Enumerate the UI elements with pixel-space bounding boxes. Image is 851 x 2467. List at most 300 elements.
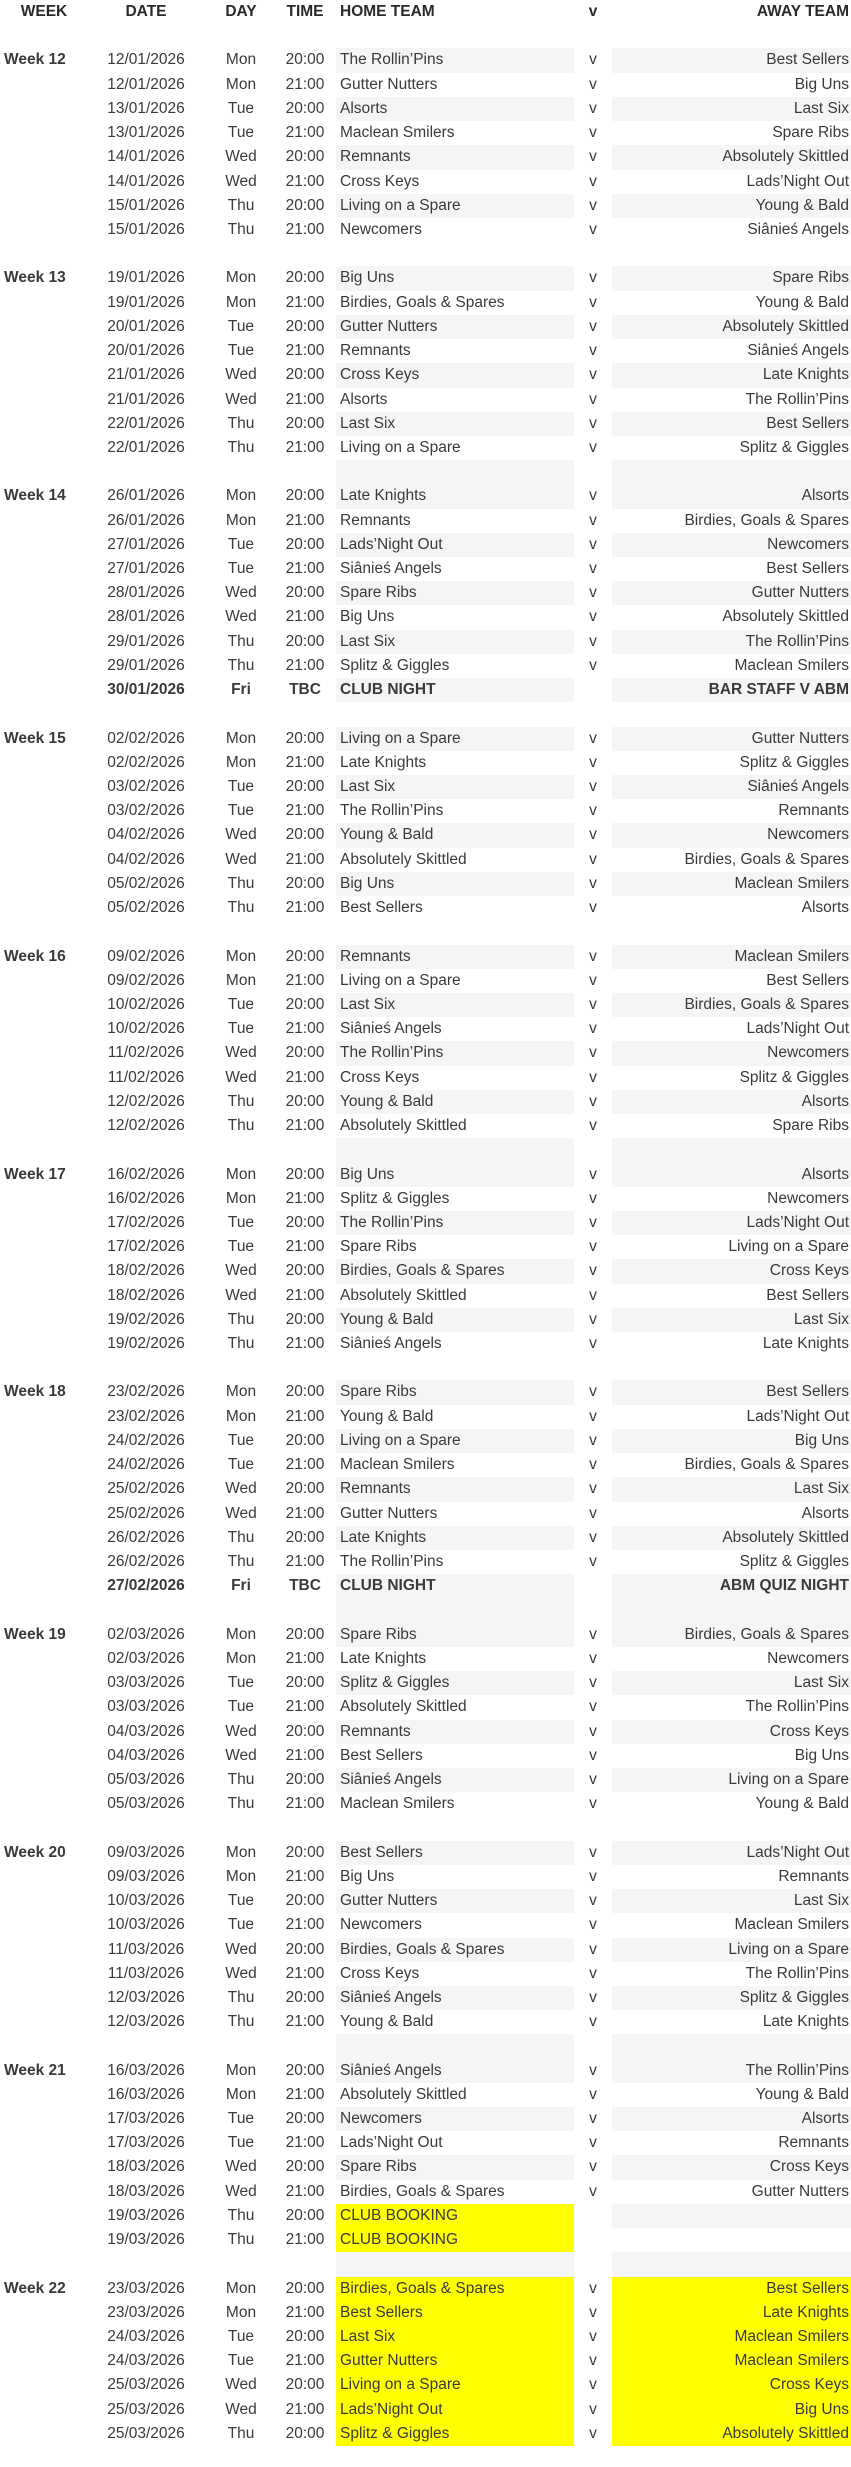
fixture-row	[0, 2277, 851, 2301]
week-label	[4, 2010, 89, 2034]
fixture-row	[0, 170, 851, 194]
versus: v	[589, 511, 597, 529]
week-label	[4, 1526, 89, 1550]
week-label	[4, 1187, 89, 1211]
fixture-day: Mon	[225, 511, 257, 529]
versus: v	[589, 366, 597, 384]
fixture-day: Mon	[225, 51, 257, 69]
home-team: Siânieś Angels	[336, 1768, 574, 1792]
fixture-date: 04/02/2026	[107, 826, 185, 844]
fixture-row	[0, 291, 851, 315]
fixture-date: 05/03/2026	[107, 1795, 185, 1813]
fixture-time: 21:00	[285, 1189, 325, 1207]
versus: v	[589, 269, 597, 287]
fixture-row	[0, 1671, 851, 1695]
fixture-time: 21:00	[285, 1964, 325, 1982]
fixture-row	[0, 1695, 851, 1719]
week-label	[4, 896, 89, 920]
week-label	[4, 969, 89, 993]
header-week: WEEK	[20, 3, 68, 20]
away-team: Remnants	[778, 1867, 849, 1885]
week-label	[4, 339, 89, 363]
week-label	[4, 2107, 89, 2131]
fixture-time: 21:00	[285, 2303, 325, 2321]
home-team: Living on a Spare	[336, 194, 574, 218]
fixture-day: Mon	[225, 729, 257, 747]
versus: v	[589, 1722, 597, 1740]
home-team: Splitz & Giggles	[340, 656, 450, 674]
fixture-date: 04/03/2026	[107, 1746, 185, 1764]
versus: v	[589, 99, 597, 117]
fixture-time: 20:00	[285, 632, 325, 650]
away-team: Cross Keys	[612, 1259, 851, 1283]
week-label	[4, 1574, 89, 1598]
fixture-day: Tue	[227, 1456, 255, 1474]
away-team: Birdies, Goals & Spares	[684, 1456, 849, 1474]
versus: v	[589, 1335, 597, 1353]
week-label	[4, 1477, 89, 1501]
home-team: Newcomers	[340, 220, 422, 238]
week-label	[4, 170, 89, 194]
home-team: The Rollin’Pins	[336, 48, 574, 72]
versus: v	[589, 656, 597, 674]
versus: v	[589, 2303, 597, 2321]
fixture-day: Wed	[225, 1480, 257, 1498]
versus: v	[589, 1480, 597, 1498]
fixture-row	[0, 73, 851, 97]
versus: v	[589, 438, 597, 456]
home-team: Spare Ribs	[340, 1238, 417, 1256]
fixture-row	[0, 2107, 851, 2131]
fixture-time: 21:00	[285, 1456, 325, 1474]
fixture-time: 21:00	[285, 1746, 325, 1764]
versus: v	[589, 729, 597, 747]
fixture-day: Wed	[225, 1504, 257, 1522]
home-team: Absolutely Skittled	[340, 1698, 467, 1716]
week-label	[4, 291, 89, 315]
fixture-row	[0, 266, 851, 290]
week-label	[4, 2083, 89, 2107]
fixture-row	[0, 2204, 851, 2228]
fixture-day: Wed	[225, 2400, 257, 2418]
fixture-time: 21:00	[285, 802, 325, 820]
fixture-date: 20/01/2026	[107, 317, 185, 335]
fixture-time: 21:00	[285, 560, 325, 578]
fixture-day: Thu	[227, 2424, 255, 2442]
away-team: Alsorts	[612, 2107, 851, 2131]
versus: v	[589, 1867, 597, 1885]
versus: v	[589, 2110, 597, 2128]
fixture-time: 21:00	[285, 2352, 325, 2370]
fixture-day: Wed	[225, 2158, 257, 2176]
fixture-date: 28/01/2026	[107, 608, 185, 626]
fixture-date: 29/01/2026	[107, 656, 185, 674]
away-team: Newcomers	[612, 533, 851, 557]
spacer-cell	[612, 1356, 851, 1380]
spacer-cell	[612, 2034, 851, 2058]
fixture-date: 04/02/2026	[107, 850, 185, 868]
home-team: Living on a Spare	[336, 727, 574, 751]
fixture-date: 19/01/2026	[107, 293, 185, 311]
away-team: Splitz & Giggles	[739, 438, 849, 456]
versus: v	[589, 1746, 597, 1764]
spacer-cell	[336, 1356, 574, 1380]
fixture-row	[0, 1259, 851, 1283]
away-team: Big Uns	[612, 2398, 851, 2422]
home-team: Alsorts	[340, 390, 388, 408]
fixture-row	[0, 48, 851, 72]
week-label	[4, 2349, 89, 2373]
week-label	[4, 2204, 89, 2228]
versus	[574, 678, 612, 702]
versus: v	[589, 632, 597, 650]
fixture-time: 20:00	[285, 1892, 325, 1910]
fixture-row	[0, 1405, 851, 1429]
fixture-time: 21:00	[285, 1504, 325, 1522]
fixture-time: 20:00	[285, 1383, 325, 1401]
week-label	[4, 1429, 89, 1453]
fixture-time: 21:00	[285, 1649, 325, 1667]
week-label	[4, 1211, 89, 1235]
week-label	[4, 412, 89, 436]
fixture-day: Wed	[225, 608, 257, 626]
versus: v	[589, 1068, 597, 1086]
versus: v	[589, 342, 597, 360]
fixture-date: 19/01/2026	[107, 269, 185, 287]
away-team: Siânieś Angels	[612, 775, 851, 799]
home-team: Spare Ribs	[336, 2155, 574, 2179]
home-team: Birdies, Goals & Spares	[336, 1259, 574, 1283]
fixture-row	[0, 218, 851, 242]
fixture-date: 18/02/2026	[107, 1262, 185, 1280]
versus: v	[589, 1117, 597, 1135]
away-team: Young & Bald	[755, 2085, 849, 2103]
fixture-row	[0, 388, 851, 412]
fixture-date: 24/02/2026	[107, 1456, 185, 1474]
fixture-day: Wed	[225, 2182, 257, 2200]
fixture-row	[0, 1889, 851, 1913]
home-team: The Rollin’Pins	[336, 1041, 574, 1065]
versus: v	[589, 317, 597, 335]
versus: v	[589, 148, 597, 166]
fixture-day: Mon	[225, 1843, 257, 1861]
fixture-time: 21:00	[285, 75, 325, 93]
week-label	[4, 1066, 89, 1090]
fixture-row	[0, 2349, 851, 2373]
away-team: Newcomers	[767, 1189, 849, 1207]
fixture-date: 11/02/2026	[107, 1068, 185, 1086]
fixture-date: 03/02/2026	[107, 778, 185, 795]
fixture-date: 02/03/2026	[107, 1649, 185, 1667]
fixture-date: 05/02/2026	[107, 874, 185, 892]
away-team: Absolutely Skittled	[722, 608, 849, 626]
home-team: Last Six	[336, 2325, 574, 2349]
fixture-day: Mon	[225, 947, 257, 965]
away-team: Late Knights	[762, 1335, 849, 1353]
fixture-time: 21:00	[285, 1867, 325, 1885]
fixture-time: 20:00	[285, 2328, 325, 2345]
fixture-row	[0, 315, 851, 339]
week-label	[4, 1550, 89, 1574]
home-team: CLUB BOOKING	[336, 2204, 574, 2228]
away-team: Gutter Nutters	[612, 727, 851, 751]
home-team: Gutter Nutters	[340, 1504, 438, 1522]
fixture-time: 20:00	[285, 2424, 325, 2442]
home-team: Late Knights	[340, 1649, 427, 1667]
fixture-day: Thu	[227, 438, 255, 456]
fixture-time: 21:00	[285, 899, 325, 917]
versus: v	[589, 1528, 597, 1546]
home-team: Birdies, Goals & Spares	[340, 293, 505, 311]
versus: v	[589, 1795, 597, 1813]
fixture-row	[0, 1284, 851, 1308]
away-team: Living on a Spare	[612, 1768, 851, 1792]
fixture-time: 21:00	[285, 850, 325, 868]
week-label	[4, 1962, 89, 1986]
versus: v	[589, 971, 597, 989]
fixture-row	[0, 654, 851, 678]
versus: v	[589, 2013, 597, 2031]
spacer-row	[0, 2252, 851, 2276]
week-label	[4, 363, 89, 387]
away-team: Siânieś Angels	[747, 342, 849, 360]
week-label: Week 17	[4, 1165, 66, 1183]
fixture-time: 21:00	[285, 342, 325, 360]
fixture-row	[0, 1744, 851, 1768]
home-team: Cross Keys	[336, 363, 574, 387]
week-label: Week 13	[4, 269, 66, 287]
fixture-time: 20:00	[285, 826, 325, 844]
away-team: Spare Ribs	[612, 266, 851, 290]
fixture-day: Mon	[225, 1165, 257, 1183]
away-team: Alsorts	[801, 899, 849, 917]
fixture-time: 20:00	[285, 2279, 325, 2297]
week-label	[4, 2301, 89, 2325]
fixture-row	[0, 2155, 851, 2179]
home-team: Young & Bald	[336, 1090, 574, 1114]
fixture-day: Mon	[225, 971, 257, 989]
away-team: Birdies, Goals & Spares	[612, 1623, 851, 1647]
fixture-row	[0, 1623, 851, 1647]
fixture-date: 23/02/2026	[107, 1407, 185, 1425]
fixture-day: Wed	[225, 1940, 257, 1958]
away-team: Maclean Smilers	[612, 2325, 851, 2349]
week-label: Week 21	[4, 2061, 66, 2079]
fixture-date: 11/02/2026	[107, 1044, 185, 1062]
versus: v	[589, 1988, 597, 2006]
fixture-day: Mon	[225, 2279, 257, 2297]
spacer-cell	[336, 242, 574, 266]
away-team: The Rollin’Pins	[745, 1698, 849, 1716]
fixture-date: 12/01/2026	[107, 75, 185, 93]
versus: v	[589, 1431, 597, 1449]
fixture-day: Mon	[225, 2061, 257, 2079]
fixture-date: 09/02/2026	[107, 947, 185, 965]
week-label	[4, 1792, 89, 1816]
week-label	[4, 1671, 89, 1695]
fixture-row	[0, 1574, 851, 1598]
versus: v	[589, 414, 597, 432]
spacer-row	[0, 2034, 851, 2058]
versus: v	[589, 1165, 597, 1183]
week-label: Week 16	[4, 947, 66, 965]
home-team: Last Six	[336, 412, 574, 436]
away-team: Last Six	[612, 97, 851, 121]
fixture-time: 20:00	[285, 269, 325, 287]
home-team: The Rollin’Pins	[340, 802, 444, 820]
away-team: Maclean Smilers	[612, 945, 851, 969]
fixture-day: Mon	[225, 1649, 257, 1667]
fixture-date: 19/02/2026	[107, 1335, 185, 1353]
home-team: Lads’Night Out	[336, 533, 574, 557]
fixture-day: Wed	[225, 366, 257, 384]
fixture-time: 21:00	[285, 293, 325, 311]
fixture-row	[0, 1792, 851, 1816]
fixture-date: 26/01/2026	[107, 511, 185, 529]
fixture-time: 20:00	[285, 778, 325, 795]
away-team: Newcomers	[612, 823, 851, 847]
fixture-time: 20:00	[285, 2376, 325, 2394]
fixture-date: 12/03/2026	[107, 2013, 185, 2031]
versus: v	[589, 1407, 597, 1425]
fixture-day: Tue	[227, 2134, 255, 2152]
week-label	[4, 1720, 89, 1744]
week-label	[4, 1405, 89, 1429]
home-team: Late Knights	[336, 484, 574, 508]
week-label	[4, 2228, 89, 2252]
spacer-row	[0, 1356, 851, 1380]
versus: v	[589, 2134, 597, 2152]
fixture-time: 21:00	[285, 1286, 325, 1304]
fixture-time: 20:00	[285, 1092, 325, 1110]
fixture-day: Thu	[227, 2231, 255, 2249]
fixture-time: 21:00	[285, 971, 325, 989]
fixture-day: Mon	[225, 1625, 257, 1643]
versus: v	[589, 1892, 597, 1910]
versus	[574, 2228, 612, 2252]
away-team: Gutter Nutters	[612, 581, 851, 605]
fixture-date: 19/02/2026	[107, 1310, 185, 1328]
week-label	[4, 848, 89, 872]
header-versus: v	[588, 3, 598, 20]
fixture-time: 21:00	[285, 1916, 325, 1934]
home-team: Best Sellers	[340, 1746, 423, 1764]
fixture-date: 24/03/2026	[107, 2352, 185, 2370]
home-team: Maclean Smilers	[340, 1456, 455, 1474]
week-label	[4, 823, 89, 847]
fixture-day: Wed	[225, 390, 257, 408]
fixture-row	[0, 1308, 851, 1332]
spacer-cell	[612, 702, 851, 726]
fixture-time: 20:00	[285, 1165, 325, 1183]
fixture-day: Tue	[227, 2110, 255, 2128]
fixture-row	[0, 2180, 851, 2204]
away-team: Splitz & Giggles	[739, 1068, 849, 1086]
fixture-row	[0, 727, 851, 751]
home-team: Last Six	[336, 630, 574, 654]
home-team: Big Uns	[336, 266, 574, 290]
away-team: Birdies, Goals & Spares	[612, 993, 851, 1017]
spacer-cell	[612, 1138, 851, 1162]
fixture-day: Tue	[227, 802, 255, 820]
spacer-row	[0, 1816, 851, 1840]
away-team: The Rollin’Pins	[745, 390, 849, 408]
fixture-date: 17/02/2026	[107, 1238, 185, 1256]
fixture-time: 21:00	[285, 1795, 325, 1813]
week-label: Week 20	[4, 1843, 66, 1861]
away-team	[612, 2228, 851, 2252]
fixture-row	[0, 969, 851, 993]
home-team: Splitz & Giggles	[336, 2422, 574, 2446]
fixture-day: Thu	[227, 2206, 255, 2224]
fixture-date: 02/02/2026	[107, 753, 185, 771]
fixture-time: 21:00	[285, 2231, 325, 2249]
versus	[574, 2204, 612, 2228]
home-team: Siânieś Angels	[336, 2059, 574, 2083]
versus: v	[589, 1504, 597, 1522]
versus: v	[589, 293, 597, 311]
week-label: Week 19	[4, 1625, 66, 1643]
fixture-time: 20:00	[285, 1843, 325, 1861]
away-team: Absolutely Skittled	[612, 1526, 851, 1550]
away-team: Alsorts	[612, 1090, 851, 1114]
week-label	[4, 1308, 89, 1332]
home-team: Absolutely Skittled	[340, 850, 467, 868]
fixture-row	[0, 2301, 851, 2325]
fixture-date: 11/03/2026	[107, 1940, 185, 1958]
home-team: Big Uns	[340, 1867, 395, 1885]
away-team: Spare Ribs	[772, 124, 849, 142]
versus: v	[589, 899, 597, 917]
fixture-date: 15/01/2026	[107, 220, 185, 238]
home-team: Remnants	[336, 1720, 574, 1744]
fixture-row	[0, 581, 851, 605]
versus: v	[589, 608, 597, 626]
away-team: Birdies, Goals & Spares	[684, 850, 849, 868]
away-team: ABM QUIZ NIGHT	[612, 1574, 851, 1598]
fixture-row	[0, 194, 851, 218]
week-label	[4, 654, 89, 678]
away-team: Last Six	[612, 1889, 851, 1913]
fixture-time: 21:00	[285, 1068, 325, 1086]
fixture-time: 20:00	[285, 1770, 325, 1788]
fixture-date: 18/02/2026	[107, 1286, 185, 1304]
fixture-time: 20:00	[285, 947, 325, 965]
fixture-date: 09/03/2026	[107, 1843, 185, 1861]
away-team: Best Sellers	[766, 1286, 849, 1304]
week-label	[4, 1744, 89, 1768]
fixture-time: 20:00	[285, 487, 325, 505]
away-team: Siânieś Angels	[747, 220, 849, 238]
fixture-date: 17/02/2026	[107, 1213, 185, 1231]
fixture-day: Tue	[227, 560, 255, 578]
spacer-row	[0, 920, 851, 944]
away-team: The Rollin’Pins	[612, 2059, 851, 2083]
versus: v	[589, 1674, 597, 1692]
week-label	[4, 1041, 89, 1065]
spacer-cell	[612, 920, 851, 944]
versus: v	[589, 802, 597, 820]
fixture-row	[0, 848, 851, 872]
fixture-day: Mon	[225, 1383, 257, 1401]
week-label	[4, 751, 89, 775]
versus: v	[589, 1044, 597, 1062]
away-team: Living on a Spare	[612, 1938, 851, 1962]
fixture-date: 23/03/2026	[107, 2303, 185, 2321]
week-label: Week 18	[4, 1383, 66, 1401]
fixture-day: Thu	[227, 1117, 255, 1135]
versus: v	[589, 1553, 597, 1570]
